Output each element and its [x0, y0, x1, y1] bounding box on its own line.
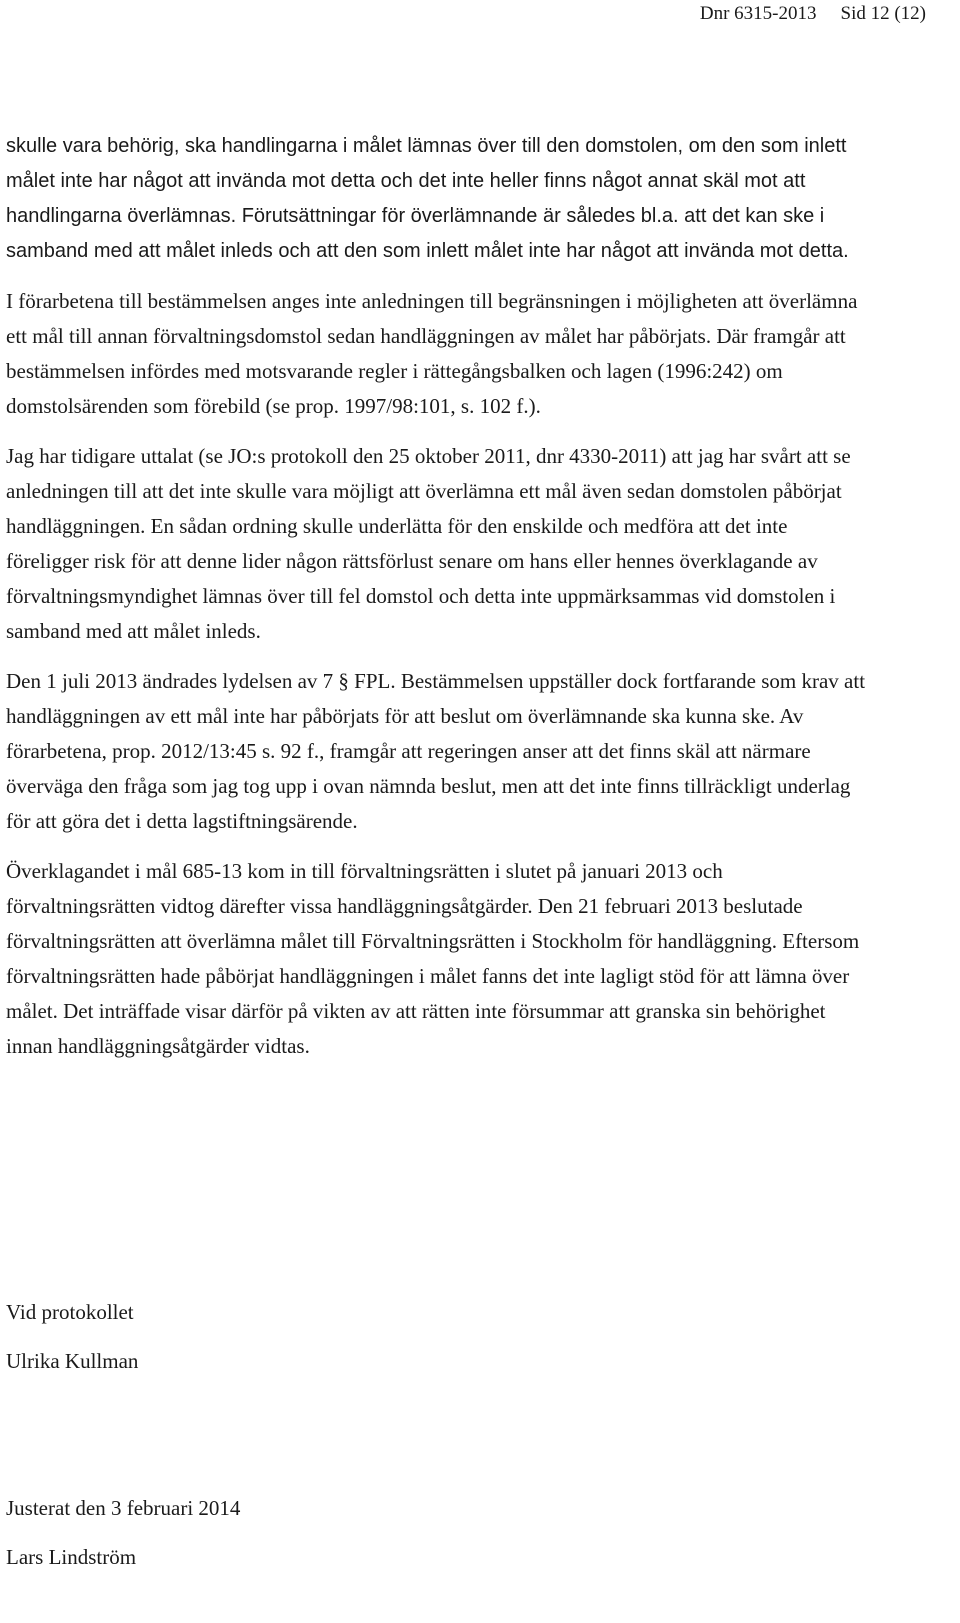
- case-number: Dnr 6315-2013: [699, 3, 817, 24]
- paragraph: Överklagandet i mål 685-13 kom in till förvaltningsrätten i slutet på januari 2013 och förvaltningsrätten vidtog därefter vissa handläggningsåtgärder. Den 21 februari 2013 beslutade förvaltningsrätten att överlämna målet till Förvaltningsrätten i Stockholm för handläggning. Eftersom förvaltningsrätten hade påbörjat handläggningen i målet fanns det inte lagligt stöd för att lämna över målet. Det inträffade visar därför på vikten av att rätten inte försummar att granska sin behörighet innan handläggningsåtgärder vidtas.: [6, 859, 860, 1058]
- paragraph: Jag har tidigare uttalat (se JO:s protokoll den 25 oktober 2011, dnr 4330-2011) att jag har svårt att se anledningen till att det inte skulle vara möjligt att överlämna ett mål även sedan domstolen påbörjat handläggningen. En sådan ordning skulle underlätta för den enskilde och medföra att det inte föreligger risk för att denne lider någon rättsförlust senare om hans eller hennes överklagande av förvaltningsmyndighet lämnas över till fel domstol och detta inte uppmärksammas vid domstolen i samband med att målet inleds.: [6, 444, 851, 643]
- page-number: Sid 12 (12): [840, 3, 926, 24]
- paragraph: Den 1 juli 2013 ändrades lydelsen av 7 § FPL. Bestämmelsen uppställer dock fortfarande som krav att handläggningen av ett mål inte har påbörjats för att beslut om överlämnande ska kunna ske. Av förarbetena, prop. 2012/13:45 s. 92 f., framgår att regeringen anser att det finns skäl att närmare överväga den fråga som jag tog upp i ovan nämnda beslut, men att det inte finns tillräckligt underlag för att göra det i detta lagstiftningsärende.: [6, 669, 866, 833]
- paragraph: skulle vara behörig, ska handlingarna i målet lämnas över till den domstolen, om den som inlett målet inte har något att invända mot detta och det inte heller finns något annat skäl mot att handlingarna överlämnas. Förutsättningar för överlämnande är således bl.a. att det kan ske i samband med att målet inleds och att den som inlett målet inte har något att invända mot detta.: [6, 135, 849, 262]
- adjuster-name: Lars Lindström: [6, 1545, 137, 1569]
- paragraph: I förarbetena till bestämmelsen anges inte anledningen till begränsningen i möjligheten att överlämna ett mål till annan förvaltningsdomstol sedan handläggningen av målet har påbörjats. Där framgår att bestämmelsen infördes med motsvarande regler i rättegångsbalken och lagen (1996:242) om domstolsärenden som förebild (se prop. 1997/98:101, s. 102 f.).: [6, 289, 858, 418]
- protocol-label: Vid protokollet: [6, 1300, 134, 1324]
- body-text: [6, 129, 872, 1079]
- page-header: [700, 2, 926, 26]
- adjusted-date: Justerat den 3 februari 2014: [6, 1496, 241, 1520]
- author-name: Ulrika Kullman: [6, 1349, 139, 1373]
